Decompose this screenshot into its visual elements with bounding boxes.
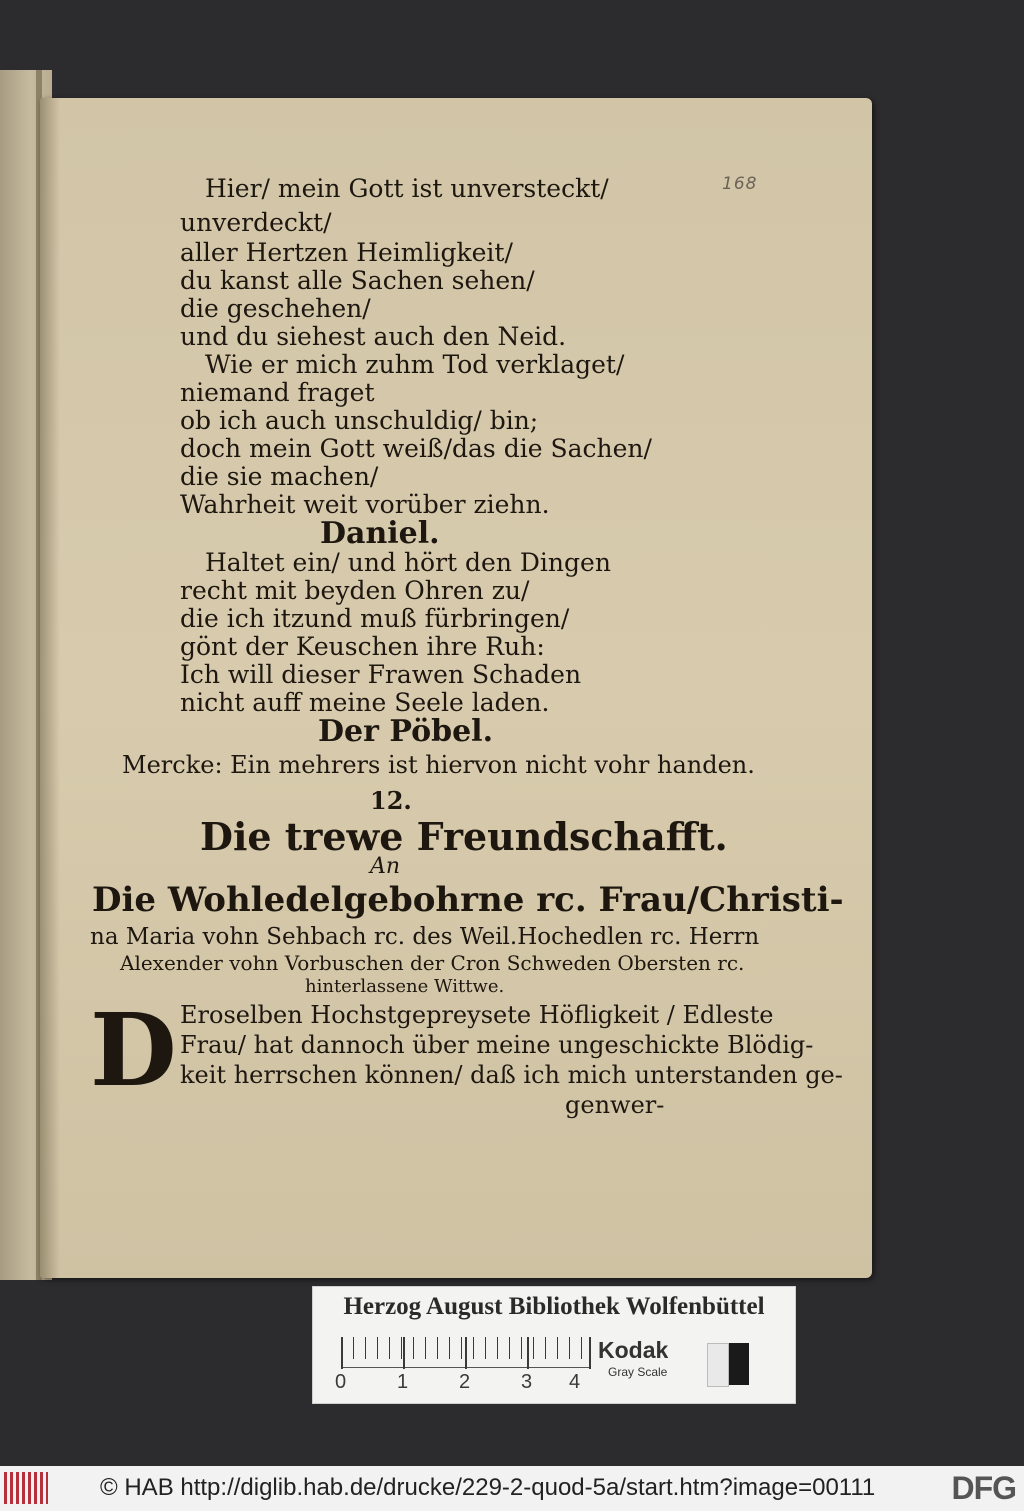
footer-bar (0, 1466, 1024, 1511)
dedication-line: na Maria vohn Sehbach rc. des Weil.Hochedlen rc. Herrn (90, 924, 760, 950)
hab-logo-icon (4, 1472, 48, 1504)
catchword: genwer- (565, 1091, 665, 1119)
footer-copyright-link[interactable]: © HAB http://diglib.hab.de/drucke/229-2-quod-5a/start.htm?image=00111 (100, 1474, 876, 1501)
body-line: Eroselben Hochstgepreysete Höfligkeit / Edleste (180, 1001, 774, 1029)
poem-line: Hier/ mein Gott ist unversteckt/ (205, 174, 609, 203)
daniel-line: die ich itzund muß fürbringen/ (180, 604, 570, 633)
daniel-line: gönt der Keuschen ihre Ruh: (180, 632, 545, 661)
library-color-target (312, 1286, 796, 1404)
dedication-line: Die Wohledelgebohrne rc. Frau/Christi- (92, 880, 844, 920)
daniel-line: Ich will dieser Frawen Schaden (180, 660, 582, 689)
pencil-page-number: 168 (722, 174, 758, 194)
poem-line: unverdeckt/ (180, 208, 332, 237)
body-line: Frau/ hat dannoch über meine ungeschickte Blödig- (180, 1031, 814, 1059)
ruler-major-tick (527, 1337, 529, 1369)
dedication-line: Alexender vohn Vorbuschen der Cron Schweden Obersten rc. (120, 951, 745, 975)
body-line: keit herrschen können/ daß ich mich unterstanden ge- (180, 1061, 843, 1089)
daniel-line: nicht auff meine Seele laden. (180, 688, 550, 717)
ruler-major-tick (589, 1337, 591, 1369)
ruler-number: 3 (521, 1371, 533, 1393)
daniel-line: Haltet ein/ und hört den Dingen (205, 548, 611, 577)
ruler-major-tick (465, 1337, 467, 1369)
dedication-an: An (370, 854, 401, 879)
daniel-line: recht mit beyden Ohren zu/ (180, 576, 530, 605)
ruler-major-tick (341, 1337, 343, 1369)
pobel-line: Mercke: Ein mehrers ist hiervon nicht vohr handen. (122, 751, 755, 779)
ruler-major-tick (403, 1337, 405, 1369)
gray-chip-dark (729, 1343, 749, 1385)
ruler-number: 1 (397, 1371, 409, 1393)
section-number: 12. (370, 786, 412, 815)
library-name: Herzog August Bibliothek Wolfenbüttel (343, 1293, 765, 1320)
gray-scale-label: Gray Scale (608, 1365, 668, 1379)
speaker-daniel: Daniel. (320, 516, 440, 551)
poem-line: niemand fraget (180, 378, 375, 407)
kodak-logo: Kodak (598, 1337, 669, 1363)
ruler-number: 0 (335, 1371, 347, 1393)
poem-line: Wahrheit weit vorüber ziehn. (180, 490, 550, 519)
poem-line: die sie machen/ (180, 462, 379, 491)
poem-line: doch mein Gott weiß/das die Sachen/ (180, 434, 652, 463)
dedication-line: hinterlassene Wittwe. (305, 976, 505, 997)
poem-line: aller Hertzen Heimligkeit/ (180, 238, 513, 267)
speaker-pobel: Der Pöbel. (318, 714, 494, 749)
gray-chip-light (707, 1343, 729, 1387)
dfg-logo: DFG (951, 1470, 1016, 1506)
drop-cap-initial: D (90, 991, 177, 1109)
ruler-number: 2 (459, 1371, 471, 1393)
poem-line: und du siehest auch den Neid. (180, 322, 567, 351)
poem-line: die geschehen/ (180, 294, 371, 323)
poem-line: Wie er mich zuhm Tod verklaget/ (205, 350, 625, 379)
poem-line: du kanst alle Sachen sehen/ (180, 266, 535, 295)
ruler-number: 4 (569, 1371, 581, 1393)
poem-line: ob ich auch unschuldig/ bin; (180, 406, 539, 435)
section-title: Die trewe Freundschafft. (200, 814, 728, 859)
